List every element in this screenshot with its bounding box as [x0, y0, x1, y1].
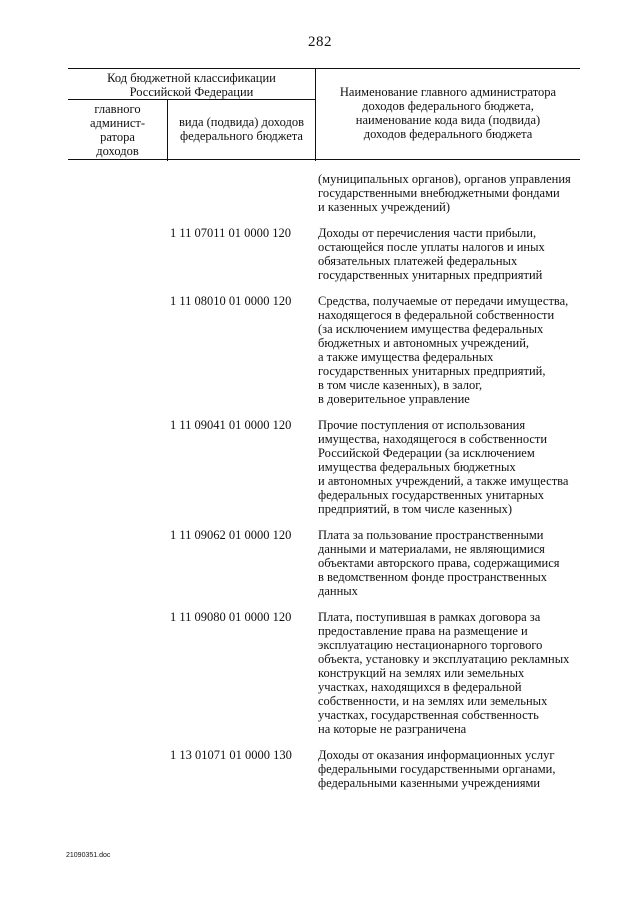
table-header — [68, 68, 580, 160]
table-row — [0, 528, 640, 598]
row-code: 1 13 01071 01 0000 130 — [170, 748, 292, 762]
header-kind-column: вида (подвида) доходов федерального бюджета — [179, 115, 304, 143]
row-description: Средства, получаемые от передачи имущества, находящегося в федеральной собственности (за исключением имущества федеральных бюджетных и автономных учреждений, а также имущества федеральных государственных унитарных предприятий, в том числе казенных), в залог, в доверительное управление — [318, 294, 569, 406]
table-row — [0, 226, 640, 282]
row-description: Прочие поступления от использования имущества, находящегося в собственности Российской Федерации (за исключением имущества федеральных бюджетных и автономных учреждений, а также имущества федеральных государственных унитарных предприятий, в том числе казенных) — [318, 418, 569, 516]
row-description: Доходы от перечисления части прибыли, остающейся после уплаты налогов и иных обязательных платежей федеральных государственных унитарных предприятий — [318, 226, 545, 282]
footer-file-name: 21090351.doc — [66, 852, 111, 859]
table-body — [0, 172, 640, 802]
header-name-column: Наименование главного администратора доходов федерального бюджета, наименование кода вида (подвида) доходов федерального бюджета — [339, 85, 557, 141]
table-row — [0, 748, 640, 790]
row-code: 1 11 09080 01 0000 120 — [170, 610, 292, 624]
table-row — [0, 294, 640, 406]
row-code: 1 11 09041 01 0000 120 — [170, 418, 292, 432]
row-code: 1 11 07011 01 0000 120 — [170, 226, 291, 240]
row-description: (муниципальных органов), органов управления государственными внебюджетными фондами и казенных учреждений) — [318, 172, 571, 214]
row-code: 1 11 08010 01 0000 120 — [170, 294, 292, 308]
table-row — [0, 610, 640, 736]
header-admin-column: главного админист- ратора доходов — [89, 102, 146, 158]
row-code: 1 11 09062 01 0000 120 — [170, 528, 292, 542]
table-row — [0, 418, 640, 516]
table-row — [0, 172, 640, 214]
header-code-title: Код бюджетной классификации Российской Федерации — [107, 71, 276, 99]
page-number: 282 — [308, 34, 332, 50]
row-description: Плата, поступившая в рамках договора за предоставление права на размещение и эксплуатацию нестационарного торгового объекта, установку и эксплуатацию рекламных конструкций на землях или земельных участках, находящихся в федеральной собственности, и на землях или земельных участках, государственная собственность на которые не разграничена — [318, 610, 570, 736]
row-description: Плата за пользование пространственными данными и материалами, не являющимися объектами авторского права, содержащимися в ведомственном фонде пространственных данных — [318, 528, 560, 598]
header-divider-horizontal — [68, 99, 315, 100]
row-description: Доходы от оказания информационных услуг федеральными государственными органами, федеральными казенными учреждениями — [318, 748, 556, 790]
